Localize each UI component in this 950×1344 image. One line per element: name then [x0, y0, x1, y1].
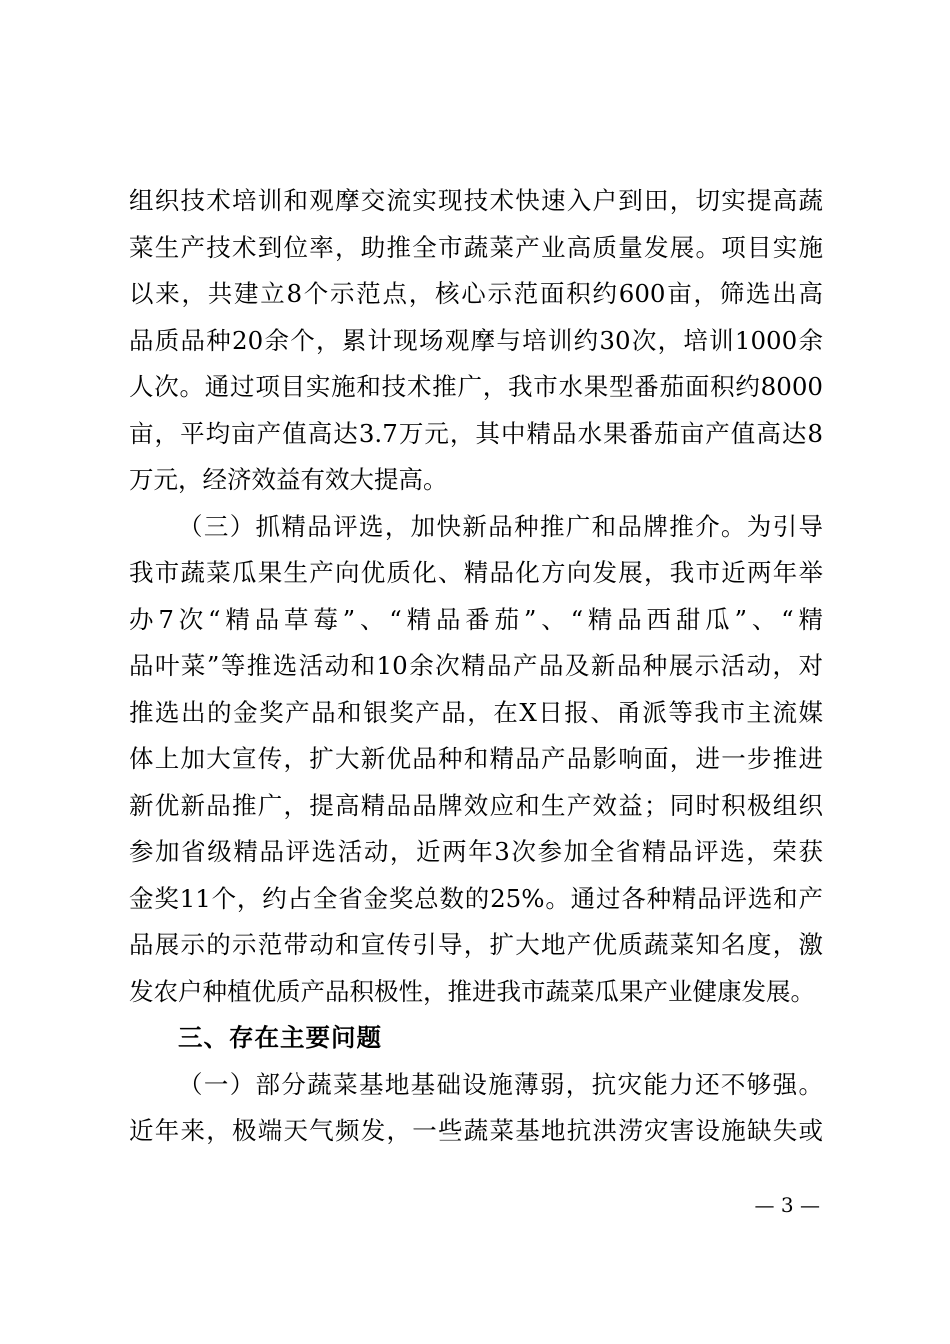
paragraph-line: 人次。通过项目实施和技术推广，我市水果型番茄面积约8000 [129, 372, 823, 401]
paragraph-line: 以来，共建立8个示范点，核心示范面积约600亩，筛选出高 [129, 279, 823, 308]
paragraph-line: 发农户种植优质产品积极性，推进我市蔬菜瓜果产业健康发展。 [129, 976, 815, 1006]
paragraph-line: 金奖11个，约占全省金奖总数的25%。通过各种精品评选和产 [129, 883, 823, 913]
paragraph-line: 近年来，极端天气频发，一些蔬菜基地抗洪涝灾害设施缺失或 [129, 1116, 823, 1145]
section-lead-line: （三）抓精品评选，加快新品种推广和品牌推介。为引导 [178, 511, 823, 541]
subsection-lead-line: （一）部分蔬菜基地基础设施薄弱，抗灾能力还不够强。 [178, 1069, 823, 1099]
body-text [129, 178, 823, 1155]
paragraph-line: 品质品种20余个，累计现场观摩与培训约30次，培训1000余 [129, 325, 823, 355]
paragraph-line: 我市蔬菜瓜果生产向优质化、精品化方向发展，我市近两年举 [129, 558, 823, 587]
paragraph-line: 参加省级精品评选活动，近两年3次参加全省精品评选，荣获 [129, 837, 823, 866]
paragraph-line: 体上加大宣传，扩大新优品种和精品产品影响面，进一步推进 [129, 744, 823, 773]
paragraph-line: 菜生产技术到位率，助推全市蔬菜产业高质量发展。项目实施 [129, 232, 823, 262]
paragraph-line: 亩，平均亩产值高达3.7万元，其中精品水果番茄亩产值高达8 [129, 418, 823, 448]
paragraph-line: 品叶菜”等推选活动和10余次精品产品及新品种展示活动，对 [129, 651, 823, 680]
paragraph-line: 办7次“精品草莓”、“精品番茄”、“精品西甜瓜”、“精 [129, 604, 823, 634]
section-heading: 三、存在主要问题 [178, 1023, 382, 1052]
paragraph-line: 新优新品推广，提高精品品牌效应和生产效益；同时积极组织 [129, 790, 823, 820]
paragraph-line: 品展示的示范带动和宣传引导，扩大地产优质蔬菜知名度，激 [129, 930, 823, 959]
paragraph-line: 推选出的金奖产品和银奖产品，在X日报、甬派等我市主流媒 [129, 697, 823, 727]
paragraph-line: 组织技术培训和观摩交流实现技术快速入户到田，切实提高蔬 [129, 186, 823, 215]
paragraph-line: 万元，经济效益有效大提高。 [129, 465, 448, 494]
page-number: — 3 — [754, 1193, 820, 1217]
